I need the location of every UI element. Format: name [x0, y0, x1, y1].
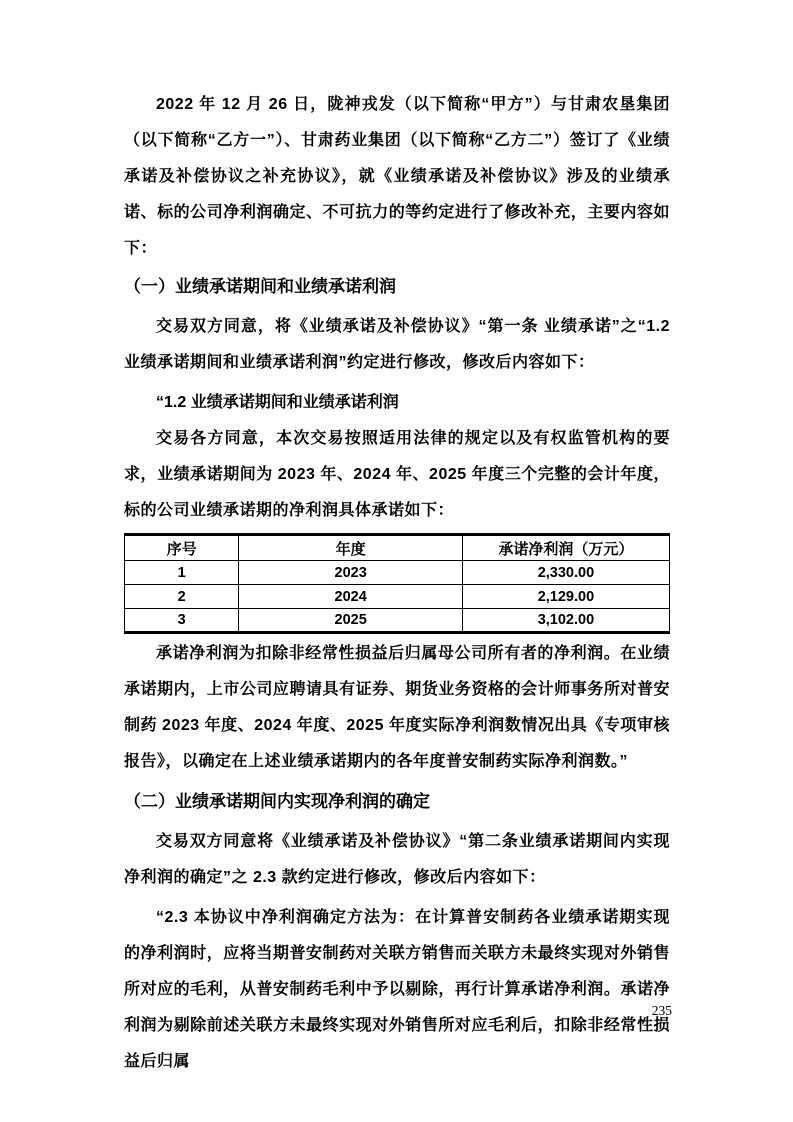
table-cell: 3: [125, 609, 239, 633]
page-number: 235: [651, 1003, 672, 1018]
table-row: [125, 585, 670, 609]
table-cell: 2025: [239, 609, 462, 633]
table-cell: 2023: [239, 561, 462, 585]
table-cell: 2,330.00: [462, 561, 669, 585]
table-cell: 2024: [239, 585, 462, 609]
section-1-paragraph-2: 交易各方同意，本次交易按照适用法律的规定以及有权监管机构的要求，业绩承诺期间为 2023 年、2024 年、2025 年度三个完整的会计年度，标的公司业绩承诺期的净利润具体承诺如下：: [124, 430, 670, 519]
section-1-paragraph-1: 交易双方同意，将《业绩承诺及补偿协议》“第一条 业绩承诺”之“1.2 业绩承诺期间和业绩承诺利润”约定进行修改，修改后内容如下：: [124, 318, 670, 371]
table-row: [125, 561, 670, 585]
section-2-heading: （二）业绩承诺期间内实现净利润的确定: [124, 792, 430, 811]
table-cell: 2,129.00: [462, 585, 669, 609]
table-header-cell-year: 年度: [239, 535, 462, 561]
table-cell: 2: [125, 585, 239, 609]
section-2-paragraph-2: “2.3 本协议中净利润确定方法为：在计算普安制药各业绩承诺期实现的净利润时，应将当期普安制药对关联方销售而关联方未最终实现对外销售所对应的毛利，从普安制药毛利中予以剔除，再行计算承诺净利润。承诺净利润为剔除前述关联方未最终实现对外销售所对应毛利后，扣除非经常性损益后归属: [124, 909, 670, 1070]
table-cell: 3,102.00: [462, 609, 669, 633]
paragraph-intro: 2022 年 12 月 26 日，陇神戎发（以下简称“甲方”）与甘肃农垦集团（以下简称“乙方一”）、甘肃药业集团（以下简称“乙方二”）签订了《业绩承诺及补偿协议之补充协议》，就《业绩承诺及补偿协议》涉及的业绩承诺、标的公司净利润确定、不可抗力的等约定进行了修改补充，主要内容如下：: [124, 96, 670, 257]
section-2-paragraph-1: 交易双方同意将《业绩承诺及补偿协议》“第二条业绩承诺期间内实现净利润的确定”之 2.3 款约定进行修改，修改后内容如下：: [124, 833, 670, 886]
table-row: [125, 609, 670, 633]
table-header-cell-index: 序号: [125, 535, 239, 561]
section-1-paragraph-3: 承诺净利润为扣除非经常性损益后归属母公司所有者的净利润。在业绩承诺期内，上市公司应聘请具有证券、期货业务资格的会计师事务所对普安制药 2023 年度、2024 年度、2025 年度实际净利润数情况出具《专项审核报告》，以确定在上述业绩承诺期内的各年度普安制药实际净利润数。”: [124, 645, 670, 770]
table-header-cell-profit: 承诺净利润（万元）: [462, 535, 669, 561]
section-1-heading: （一）业绩承诺期间和业绩承诺利润: [124, 277, 396, 296]
clause-1-2-subheading: “1.2 业绩承诺期间和业绩承诺利润: [156, 394, 399, 411]
table-cell: 1: [125, 561, 239, 585]
profit-commitment-table: [124, 533, 670, 634]
table-header-row: [125, 535, 670, 561]
